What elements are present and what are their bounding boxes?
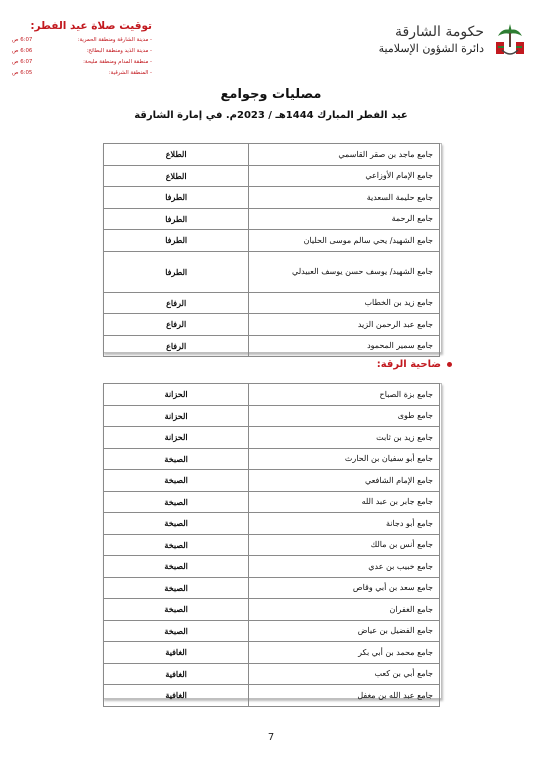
timing-label: - منطقة المدام ومنطقة مليحة: [83,59,152,65]
table-row [104,620,440,642]
table-row [104,405,440,427]
bullet-icon [447,362,452,367]
area-cell: الرفاع [104,292,249,314]
gov-line1: حكومة الشارقة [395,24,484,40]
table-row [104,251,440,292]
mosque-cell: جامع خبيب بن عدي [249,556,440,578]
table-row [104,663,440,685]
timing-row [12,46,152,57]
mosque-cell: جامع سعد بن أبي وقاص [249,577,440,599]
timing-row [12,68,152,79]
timing-label: - مدينة الشارقة ومنطقة الحمرية: [77,37,152,43]
mosque-cell: جامع زيد بن ثابت [249,427,440,449]
area-cell: الحزانة [104,427,249,449]
mosque-cell: جامع عبد الله بن مغفل [249,685,440,707]
timing-row [12,35,152,46]
area-cell: الرفاع [104,314,249,336]
mosque-cell: جامع الإمام الأوزاعي [249,165,440,187]
area-cell: الصبخة [104,491,249,513]
area-cell: الصبخة [104,448,249,470]
page-subtitle: عيد الفطر المبارك 1444هـ / 2023م. في إمارة الشارقة [134,110,408,121]
mosque-cell: جامع محمد بن أبي بكر [249,642,440,664]
table-row [104,314,440,336]
area-cell: الحزانة [104,405,249,427]
mosques-table-2 [103,383,440,707]
area-cell: الصبخة [104,556,249,578]
timing-time: 6:07 ص [12,37,33,43]
table-row [104,685,440,707]
mosque-cell: جامع أبو سفيان بن الحارث [249,448,440,470]
timing-label: - مدينة الذيد ومنطقة البطائح: [86,48,152,54]
table-row [104,599,440,621]
timing-time: 6:07 ص [12,59,33,65]
table-row [104,187,440,209]
area-cell: الغافية [104,663,249,685]
mosque-cell: جامع ماجد بن صقر القاسمي [249,144,440,166]
area-cell: الصبخة [104,513,249,535]
mosque-cell: جامع الغفران [249,599,440,621]
timing-time: 6:05 ص [12,70,33,76]
mosque-cell: جامع عبد الرحمن الزيد [249,314,440,336]
mosque-cell: جامع الرحمة [249,208,440,230]
area-cell: الطلاع [104,165,249,187]
section-title: ضاحية الرقة: [376,359,441,370]
area-cell: الصبخة [104,599,249,621]
table-row [104,448,440,470]
area-cell: الغافية [104,642,249,664]
gov-line2: دائرة الشؤون الإسلامية [378,42,484,55]
mosque-cell: جامع زيد بن الخطاب [249,292,440,314]
table-row [104,292,440,314]
mosque-cell: جامع الإمام الشافعي [249,470,440,492]
section-heading [377,359,452,370]
area-cell: الصبخة [104,470,249,492]
area-cell: الصبخة [104,620,249,642]
timing-row [12,57,152,68]
table-row [104,513,440,535]
mosque-cell: جامع الشهيد/ يحي سالم موسى الحليان [249,230,440,252]
timing-time: 6:06 ص [12,48,33,54]
table-row [104,335,440,357]
area-cell: الطرفا [104,251,249,292]
area-cell: الحزانة [104,384,249,406]
mosque-cell: جامع أبو دجانة [249,513,440,535]
timing-label: - المنطقة الشرقية: [108,70,152,76]
area-cell: الطرفا [104,208,249,230]
area-cell: الصبخة [104,534,249,556]
mosque-cell: جامع أبي بن كعب [249,663,440,685]
prayer-timing [12,20,152,79]
table-row [104,642,440,664]
area-cell: الطلاع [104,144,249,166]
timing-title: توقيت صلاة عيد الفطر: [30,20,152,32]
table-row [104,470,440,492]
table-row [104,491,440,513]
table-row [104,165,440,187]
mosque-cell: جامع بزة الصباح [249,384,440,406]
mosque-cell: جامع حليمة السعدية [249,187,440,209]
table-row [104,230,440,252]
mosque-cell: جامع الفضيل بن عياض [249,620,440,642]
mosque-cell: جامع أنس بن مالك [249,534,440,556]
mosque-cell: جامع طوى [249,405,440,427]
table-row [104,577,440,599]
table-row [104,556,440,578]
area-cell: الرفاع [104,335,249,357]
mosques-table-1 [103,143,440,357]
table-row [104,144,440,166]
table-row [104,208,440,230]
government-header [379,24,484,55]
table-row [104,384,440,406]
area-cell: الطرفا [104,230,249,252]
table-row [104,534,440,556]
table-row [104,427,440,449]
page-title: مصليات وجوامع [220,87,322,102]
area-cell: الطرفا [104,187,249,209]
page-number: 7 [267,732,275,743]
emblem-logo-icon [490,20,530,60]
mosque-cell: جامع سمير المحمود [249,335,440,357]
area-cell: الصبخة [104,577,249,599]
area-cell: الغافية [104,685,249,707]
mosque-cell: جامع جابر بن عبد الله [249,491,440,513]
mosque-cell: جامع الشهيد/ يوسف حسن يوسف العبيدلي [249,251,440,292]
